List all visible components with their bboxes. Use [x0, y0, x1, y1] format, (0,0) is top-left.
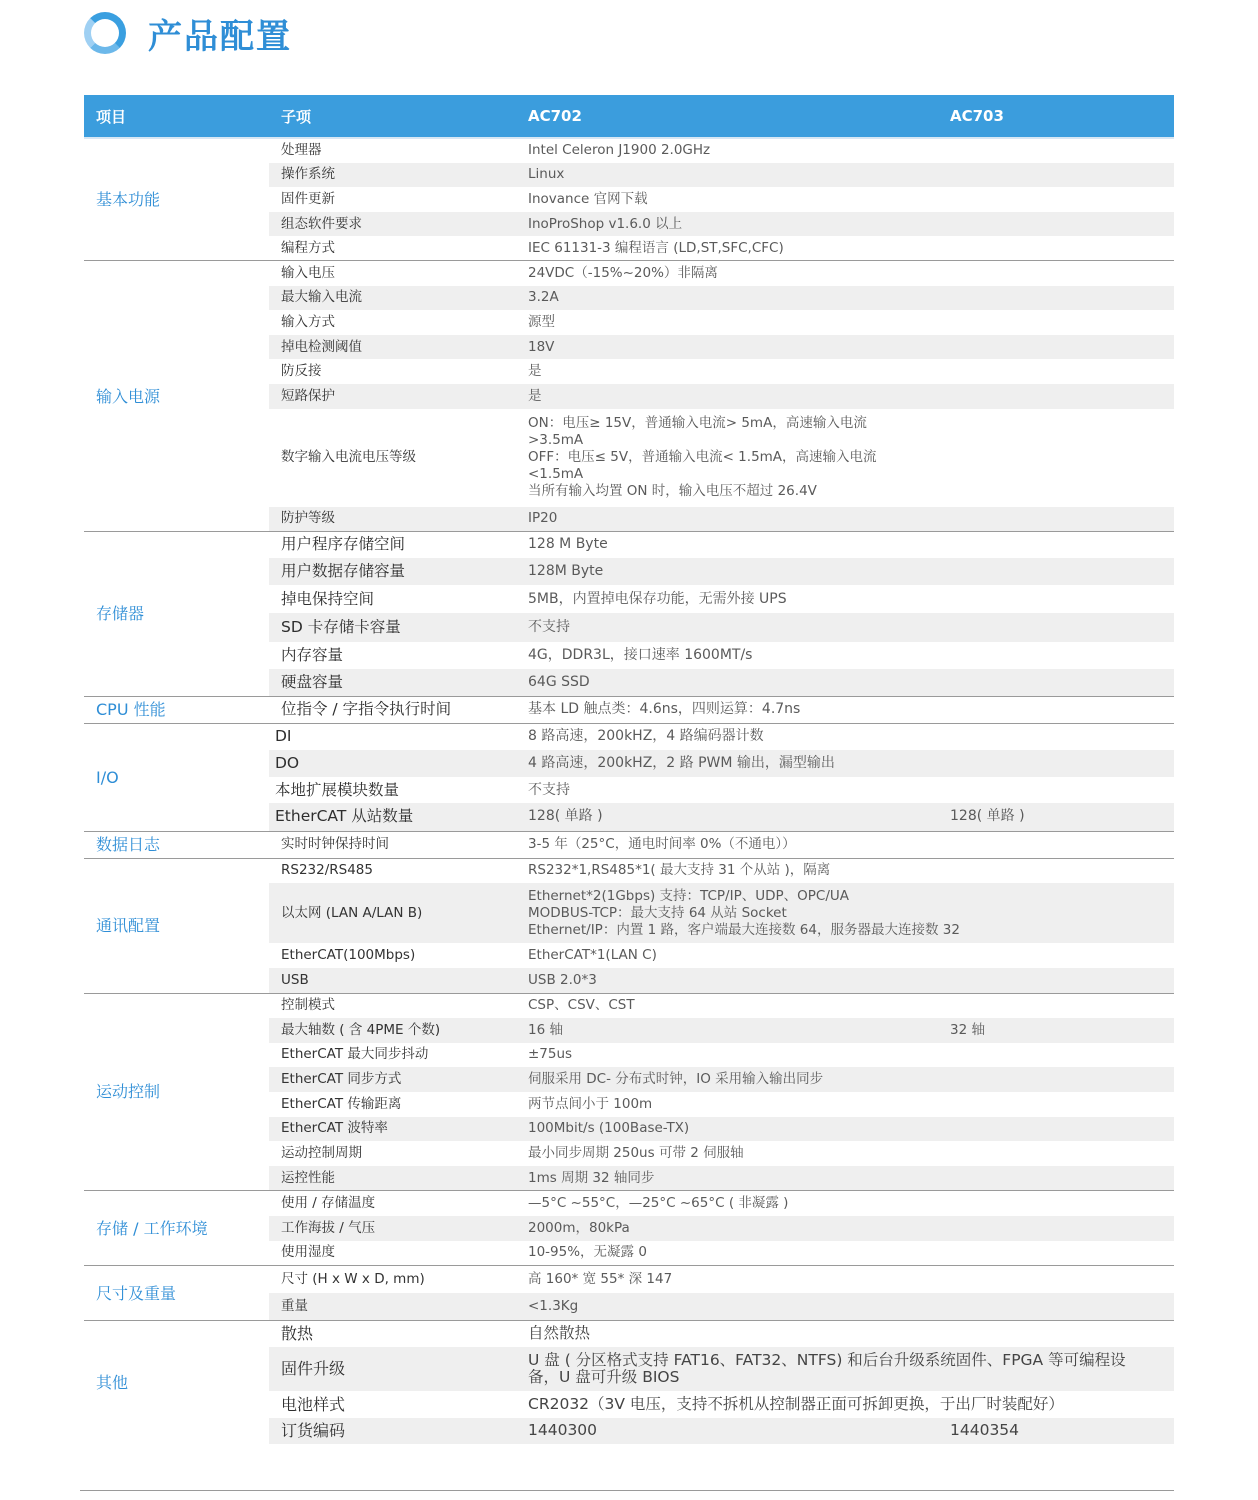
value-ac702: Ethernet*2(1Gbps) 支持：TCP/IP、UDP、OPC/UA MODBUS-TCP：最大支持 64 从站 Socket Ethernet/IP：内置 1 路，客户端最大连接数 64，服务器最大连接数 32	[516, 883, 1174, 943]
table-row	[84, 858, 1174, 883]
subitem-label: USB	[269, 968, 516, 993]
subitem-label: EtherCAT 同步方式	[269, 1067, 516, 1092]
subitem-label: 运控性能	[269, 1166, 516, 1191]
subitem-label: 掉电保持空间	[269, 585, 516, 613]
subitem-label: 使用湿度	[269, 1241, 516, 1266]
category-label: 尺寸及重量	[84, 1266, 269, 1321]
subitem-label: 输入电压	[269, 261, 516, 286]
page-title: 产品配置	[148, 16, 292, 57]
subitem-label: 控制模式	[269, 993, 516, 1018]
subitem-label: 输入方式	[269, 310, 516, 335]
subitem-label: 以太网 (LAN A/LAN B)	[269, 883, 516, 943]
value-ac702: IEC 61131-3 编程语言 (LD,ST,SFC,CFC)	[516, 236, 1174, 261]
table-row	[84, 696, 1174, 723]
subitem-label: 防反接	[269, 359, 516, 384]
value-ac702: 1440300	[516, 1418, 938, 1444]
value-ac702: 3-5 年（25°C，通电时间率 0%（不通电））	[516, 831, 1174, 858]
header-item: 项目	[84, 95, 269, 138]
subitem-label: 运动控制周期	[269, 1141, 516, 1166]
value-ac702: 100Mbit/s (100Base-TX)	[516, 1117, 1174, 1142]
value-ac702: ON：电压≥ 15V，普通输入电流> 5mA，高速输入电流 >3.5mA OFF：电压≤ 5V，普通输入电流< 1.5mA，高速输入电流 <1.5mA 当所有输入均置 ON 时，输入电压不超过 26.4V	[516, 409, 1174, 507]
subitem-label: DO	[269, 750, 516, 777]
table-row	[84, 993, 1174, 1018]
value-ac702: USB 2.0*3	[516, 968, 1174, 993]
subitem-label: 掉电检测阈值	[269, 335, 516, 360]
subitem-label: EtherCAT 最大同步抖动	[269, 1043, 516, 1068]
subitem-label: EtherCAT 传输距离	[269, 1092, 516, 1117]
value-ac702: Inovance 官网下载	[516, 187, 1174, 212]
value-ac702: CSP、CSV、CST	[516, 993, 1174, 1018]
value-ac702: Linux	[516, 163, 1174, 188]
category-label: I/O	[84, 723, 269, 831]
value-ac702: 源型	[516, 310, 1174, 335]
subitem-label: 数字输入电流电压等级	[269, 409, 516, 507]
value-ac702: 8 路高速，200kHZ，4 路编码器计数	[516, 723, 1174, 750]
subitem-label: 电池样式	[269, 1391, 516, 1418]
subitem-label: 散热	[269, 1321, 516, 1347]
subitem-label: 编程方式	[269, 236, 516, 261]
title-block	[84, 8, 292, 58]
value-ac702: 不支持	[516, 777, 1174, 803]
value-ac703: 1440354	[938, 1418, 1174, 1444]
subitem-label: 硬盘容量	[269, 669, 516, 696]
value-ac702: 10-95%，无凝露 0	[516, 1241, 1174, 1266]
ring-icon	[84, 12, 126, 54]
subitem-label: SD 卡存储卡容量	[269, 613, 516, 642]
header-ac702: AC702	[516, 95, 938, 138]
subitem-label: RS232/RS485	[269, 858, 516, 883]
value-ac702: InoProShop v1.6.0 以上	[516, 212, 1174, 237]
value-ac702: 18V	[516, 335, 1174, 360]
value-ac702: 伺服采用 DC- 分布式时钟，IO 采用输入输出同步	[516, 1067, 1174, 1092]
category-label: 运动控制	[84, 993, 269, 1191]
bottom-divider	[80, 1490, 1174, 1491]
subitem-label: 操作系统	[269, 163, 516, 188]
subitem-label: 位指令 / 字指令执行时间	[269, 696, 516, 723]
subitem-label: 固件更新	[269, 187, 516, 212]
value-ac702: 最小同步周期 250us 可带 2 伺服轴	[516, 1141, 1174, 1166]
subitem-label: 重量	[269, 1293, 516, 1321]
value-ac702: ±75us	[516, 1043, 1174, 1068]
table-row	[84, 261, 1174, 286]
header-row	[84, 95, 1174, 138]
subitem-label: 订货编码	[269, 1418, 516, 1444]
header-subitem: 子项	[269, 95, 516, 138]
value-ac702: 不支持	[516, 613, 1174, 642]
subitem-label: EtherCAT(100Mbps)	[269, 943, 516, 968]
table-row	[84, 138, 1174, 163]
subitem-label: EtherCAT 从站数量	[269, 803, 516, 831]
category-label: 通讯配置	[84, 858, 269, 993]
category-label: 数据日志	[84, 831, 269, 858]
value-ac702: U 盘 ( 分区格式支持 FAT16、FAT32、NTFS) 和后台升级系统固件、FPGA 等可编程设 备，U 盘可升级 BIOS	[516, 1347, 1174, 1391]
subitem-label: 组态软件要求	[269, 212, 516, 237]
value-ac702: 24VDC（-15%~20%）非隔离	[516, 261, 1174, 286]
subitem-label: 工作海拔 / 气压	[269, 1216, 516, 1241]
value-ac702: 64G SSD	[516, 669, 1174, 696]
value-ac702: 4 路高速，200kHZ，2 路 PWM 输出，漏型输出	[516, 750, 1174, 777]
value-ac702: 3.2A	[516, 286, 1174, 311]
spec-table	[84, 95, 1174, 1444]
subitem-label: 用户数据存储容量	[269, 558, 516, 585]
subitem-label: 最大输入电流	[269, 286, 516, 311]
value-ac702: 128 M Byte	[516, 531, 1174, 558]
subitem-label: 本地扩展模块数量	[269, 777, 516, 803]
category-label: 输入电源	[84, 261, 269, 531]
value-ac702: 基本 LD 触点类：4.6ns，四则运算：4.7ns	[516, 696, 1174, 723]
value-ac702: 16 轴	[516, 1018, 938, 1043]
value-ac702: 高 160* 宽 55* 深 147	[516, 1266, 1174, 1293]
subitem-label: 内存容量	[269, 642, 516, 669]
category-label: 存储器	[84, 531, 269, 696]
category-label: 基本功能	[84, 138, 269, 261]
table-row	[84, 723, 1174, 750]
value-ac702: 1ms 周期 32 轴同步	[516, 1166, 1174, 1191]
spec-body	[84, 138, 1174, 1444]
subitem-label: 短路保护	[269, 384, 516, 409]
header-ac703: AC703	[938, 95, 1174, 138]
subitem-label: 尺寸 (H x W x D, mm)	[269, 1266, 516, 1293]
table-row	[84, 831, 1174, 858]
value-ac702: RS232*1,RS485*1( 最大支持 31 个从站 )，隔离	[516, 858, 1174, 883]
value-ac702: 2000m，80kPa	[516, 1216, 1174, 1241]
subitem-label: EtherCAT 波特率	[269, 1117, 516, 1142]
value-ac703: 32 轴	[938, 1018, 1174, 1043]
value-ac702: —5°C ~55°C，—25°C ~65°C ( 非凝露 )	[516, 1191, 1174, 1216]
subitem-label: 固件升级	[269, 1347, 516, 1391]
category-label: 存储 / 工作环境	[84, 1191, 269, 1266]
subitem-label: 使用 / 存储温度	[269, 1191, 516, 1216]
table-row	[84, 531, 1174, 558]
subitem-label: 实时时钟保持时间	[269, 831, 516, 858]
value-ac702: Intel Celeron J1900 2.0GHz	[516, 138, 1174, 163]
subitem-label: 处理器	[269, 138, 516, 163]
value-ac702: 4G，DDR3L，接口速率 1600MT/s	[516, 642, 1174, 669]
subitem-label: 用户程序存储空间	[269, 531, 516, 558]
table-row	[84, 1191, 1174, 1216]
value-ac702: EtherCAT*1(LAN C)	[516, 943, 1174, 968]
value-ac702: 是	[516, 359, 1174, 384]
value-ac702: CR2032（3V 电压，支持不拆机从控制器正面可拆卸更换，于出厂时装配好）	[516, 1391, 1174, 1418]
table-row	[84, 1266, 1174, 1293]
category-label: 其他	[84, 1321, 269, 1444]
value-ac702: 自然散热	[516, 1321, 1174, 1347]
value-ac702: 5MB，内置掉电保存功能，无需外接 UPS	[516, 585, 1174, 613]
table-row	[84, 1321, 1174, 1347]
value-ac703: 128( 单路 )	[938, 803, 1174, 831]
value-ac702: IP20	[516, 507, 1174, 532]
value-ac702: 两节点间小于 100m	[516, 1092, 1174, 1117]
subitem-label: DI	[269, 723, 516, 750]
value-ac702: 128( 单路 )	[516, 803, 938, 831]
value-ac702: 128M Byte	[516, 558, 1174, 585]
value-ac702: 是	[516, 384, 1174, 409]
subitem-label: 最大轴数 ( 含 4PME 个数)	[269, 1018, 516, 1043]
category-label: CPU 性能	[84, 696, 269, 723]
value-ac702: <1.3Kg	[516, 1293, 1174, 1321]
subitem-label: 防护等级	[269, 507, 516, 532]
